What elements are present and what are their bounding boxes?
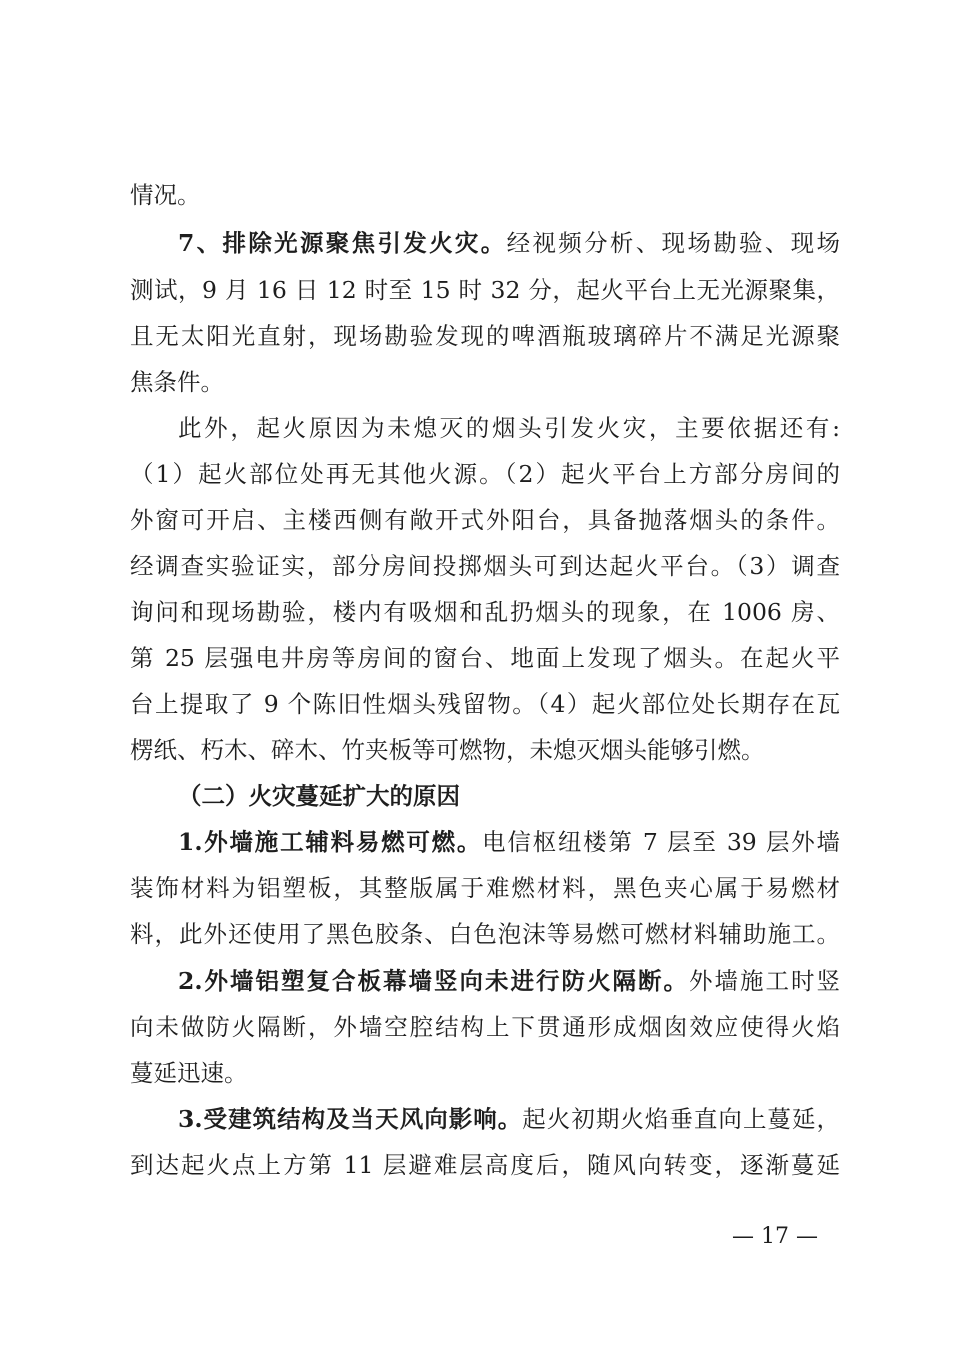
text-line: （1）起火部位处再无其他火源。（2）起火平台上方部分房间的 <box>130 460 840 488</box>
heading-line: 1.外墙施工辅料易燃可燃。电信枢纽楼第 7 层至 39 层外墙 <box>178 828 840 856</box>
heading-bold: 7、排除光源聚焦引发火灾。 <box>178 229 507 257</box>
text-line: 到达起火点上方第 11 层避难层高度后，随风向转变，逐渐蔓延 <box>130 1151 840 1179</box>
heading-line: 2.外墙铝塑复合板幕墙竖向未进行防火隔断。外墙施工时竖 <box>178 967 840 995</box>
text-line: 经调查实验证实，部分房间投掷烟头可到达起火平台。（3）调查 <box>130 552 840 580</box>
heading-bold: 3.受建筑结构及当天风向影响。 <box>178 1105 523 1133</box>
text-line: 此外，起火原因为未熄灭的烟头引发火灾，主要依据还有: <box>178 414 840 442</box>
text-line: 焦条件。 <box>130 368 224 396</box>
text-line: 且无太阳光直射，现场勘验发现的啤酒瓶玻璃碎片不满足光源聚 <box>130 322 840 350</box>
heading-line: 7、排除光源聚焦引发火灾。经视频分析、现场勘验、现场 <box>178 229 840 257</box>
heading-bold: 1.外墙施工辅料易燃可燃。 <box>178 828 483 856</box>
text-line: 向未做防火隔断，外墙空腔结构上下贯通形成烟囱效应使得火焰 <box>130 1013 840 1041</box>
text-line: 外窗可开启、主楼西侧有敞开式外阳台，具备抛落烟头的条件。 <box>130 506 840 534</box>
text-line: 测试，9 月 16 日 12 时至 15 时 32 分，起火平台上无光源聚集， <box>130 276 840 304</box>
page-number: — 17 — <box>732 1224 818 1249</box>
text-line: 楞纸、朽木、碎木、竹夹板等可燃物，未熄灭烟头能够引燃。 <box>130 736 765 764</box>
section-heading: （二）火灾蔓延扩大的原因 <box>178 782 460 810</box>
heading-line: 3.受建筑结构及当天风向影响。起火初期火焰垂直向上蔓延， <box>178 1105 840 1133</box>
text-line: 情况。 <box>130 181 201 209</box>
text-line: 询问和现场勘验，楼内有吸烟和乱扔烟头的现象，在 1006 房、 <box>130 598 840 626</box>
text-line: 台上提取了 9 个陈旧性烟头残留物。（4）起火部位处长期存在瓦 <box>130 690 840 718</box>
text-line: 料，此外还使用了黑色胶条、白色泡沫等易燃可燃材料辅助施工。 <box>130 920 840 948</box>
text-line: 装饰材料为铝塑板，其整版属于难燃材料，黑色夹心属于易燃材 <box>130 874 840 902</box>
heading-bold: 2.外墙铝塑复合板幕墙竖向未进行防火隔断。 <box>178 967 689 995</box>
text-line: 蔓延迅速。 <box>130 1059 248 1087</box>
text-line: 第 25 层强电井房等房间的窗台、地面上发现了烟头。在起火平 <box>130 644 840 672</box>
